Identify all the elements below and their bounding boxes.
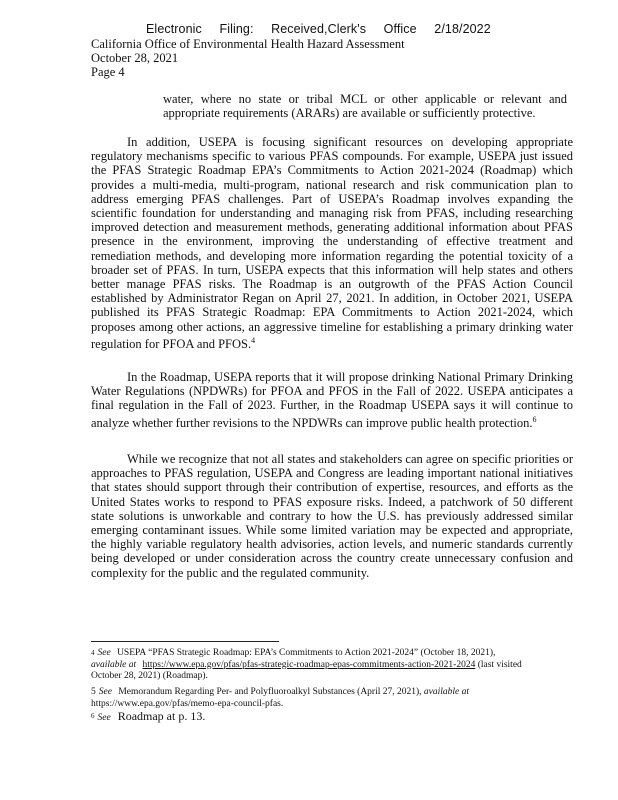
footnote-ref-4[interactable]: 4: [251, 335, 256, 345]
page-number: Page 4: [91, 65, 125, 79]
footnote-ref-6[interactable]: 6: [532, 414, 537, 424]
stamp-label-received: Received,Clerk's: [271, 22, 367, 36]
footnote-divider: [91, 641, 279, 642]
footnote-4-available: available at: [91, 659, 137, 670]
footnote-6-see: See: [97, 713, 111, 723]
footnote-5-number: 5: [91, 687, 96, 697]
list-item-continuation: water, where no state or tribal MCL or other applicable or relevant and appropriate requirements (ARARs) are available or sufficiently protective.: [163, 92, 567, 121]
footnote-5-link[interactable]: https://www.epa.gov/pfas/memo-epa-council-pfas.: [91, 698, 284, 709]
letter-date: October 28, 2021: [91, 51, 179, 65]
stamp-label-office: Office: [383, 22, 417, 36]
paragraph-roadmap: [91, 370, 573, 430]
letter-recipient: California Office of Environmental Health Hazard Assessment: [91, 37, 405, 51]
footnote-6-text: Roadmap at p. 13.: [117, 709, 206, 723]
paragraph-state-solutions: While we recognize that not all states and stakeholders can agree on specific priorities or approaches to PFAS regulation, USEPA and Congress are leading important national initiatives that states should support through their contribution of expertise, resources, and efforts as the United States works to respond to PFAS exposure risks. Indeed, a patchwork of 50 different state solutions is unworkable and contrary to how the U.S. has previously addressed similar emerging contaminant issues. While some limited variation may be expected and appropriate, the highly variable regulatory health advisories, action levels, and numeric standards currently being developed or under consideration across the country create unnecessary confusion and complexity for the public and the regulated community.: [91, 452, 573, 580]
stamp-date: 2/18/2022: [434, 22, 491, 36]
stamp-label-electronic: Electronic: [146, 22, 202, 36]
footnote-4-tail: (last visited October 28, 2021) (Roadmap).: [91, 659, 522, 681]
paragraph-usepa-focus: [91, 135, 573, 351]
footnote-5-available: available at: [423, 687, 470, 697]
footnote-4-link[interactable]: https://www.epa.gov/pfas/pfas-strategic-roadmap-epas-commitments-action-2021-2024: [142, 659, 476, 670]
footnote-5: [91, 687, 531, 710]
footnote-4: [91, 648, 531, 683]
footnote-5-see: See: [98, 687, 112, 697]
footnote-6-number: 6: [91, 712, 95, 720]
stamp-label-filing: Filing:: [219, 22, 254, 36]
footnote-6: [91, 711, 531, 725]
footnote-5-text: Memorandum Regarding Per- and Polyfluoroalkyl Substances (April 27, 2021),: [118, 687, 422, 697]
electronic-filing-stamp: [146, 22, 505, 36]
footnote-4-see: See: [97, 648, 111, 658]
footnote-4-text: USEPA “PFAS Strategic Roadmap: EPA’s Commitments to Action 2021-2024” (October 18, 2021),: [117, 648, 496, 658]
paragraph-roadmap-text: In the Roadmap, USEPA reports that it will propose drinking National Primary Drinking Water Regulations (NPDWRs) for PFOA and PFOS in the Fall of 2022. USEPA anticipates a final regulation in the Fall of 2023. Further, in the Roadmap USEPA says it will continue to analyze whether further revisions to the NPDWRs can improve public health protection.: [91, 370, 573, 430]
paragraph-usepa-focus-text: In addition, USEPA is focusing significant resources on developing appropriate regulatory mechanisms specific to various PFAS compounds. For example, USEPA just issued the PFAS Strategic Roadmap EPA’s Commitments to Action 2021-2024 (Roadmap) which provides a multi-media, multi-program, national research and risk communication plan to address emerging PFAS challenges. Part of USEPA’s Roadmap involves expanding the scientific foundation for understanding and managing risk from PFAS, including researching improved detection and measurement methods, generating additional information about PFAS presence in the environment, improving the understanding of effective treatment and remediation methods, and developing more information regarding the potential toxicity of a broader set of PFAS. In turn, USEPA expects that this information will help states and others better manage PFAS risks. The Roadmap is an outgrowth of the PFAS Action Council established by Administrator Regan on April 27, 2021. In addition, in October 2021, USEPA published its PFAS Strategic Roadmap: EPA Commitments to Action 2021-2024, which proposes among other actions, an aggressive timeline for establishing a primary drinking water regulation for PFOA and PFOS.: [91, 135, 573, 351]
footnote-4-number: 4: [91, 649, 95, 657]
